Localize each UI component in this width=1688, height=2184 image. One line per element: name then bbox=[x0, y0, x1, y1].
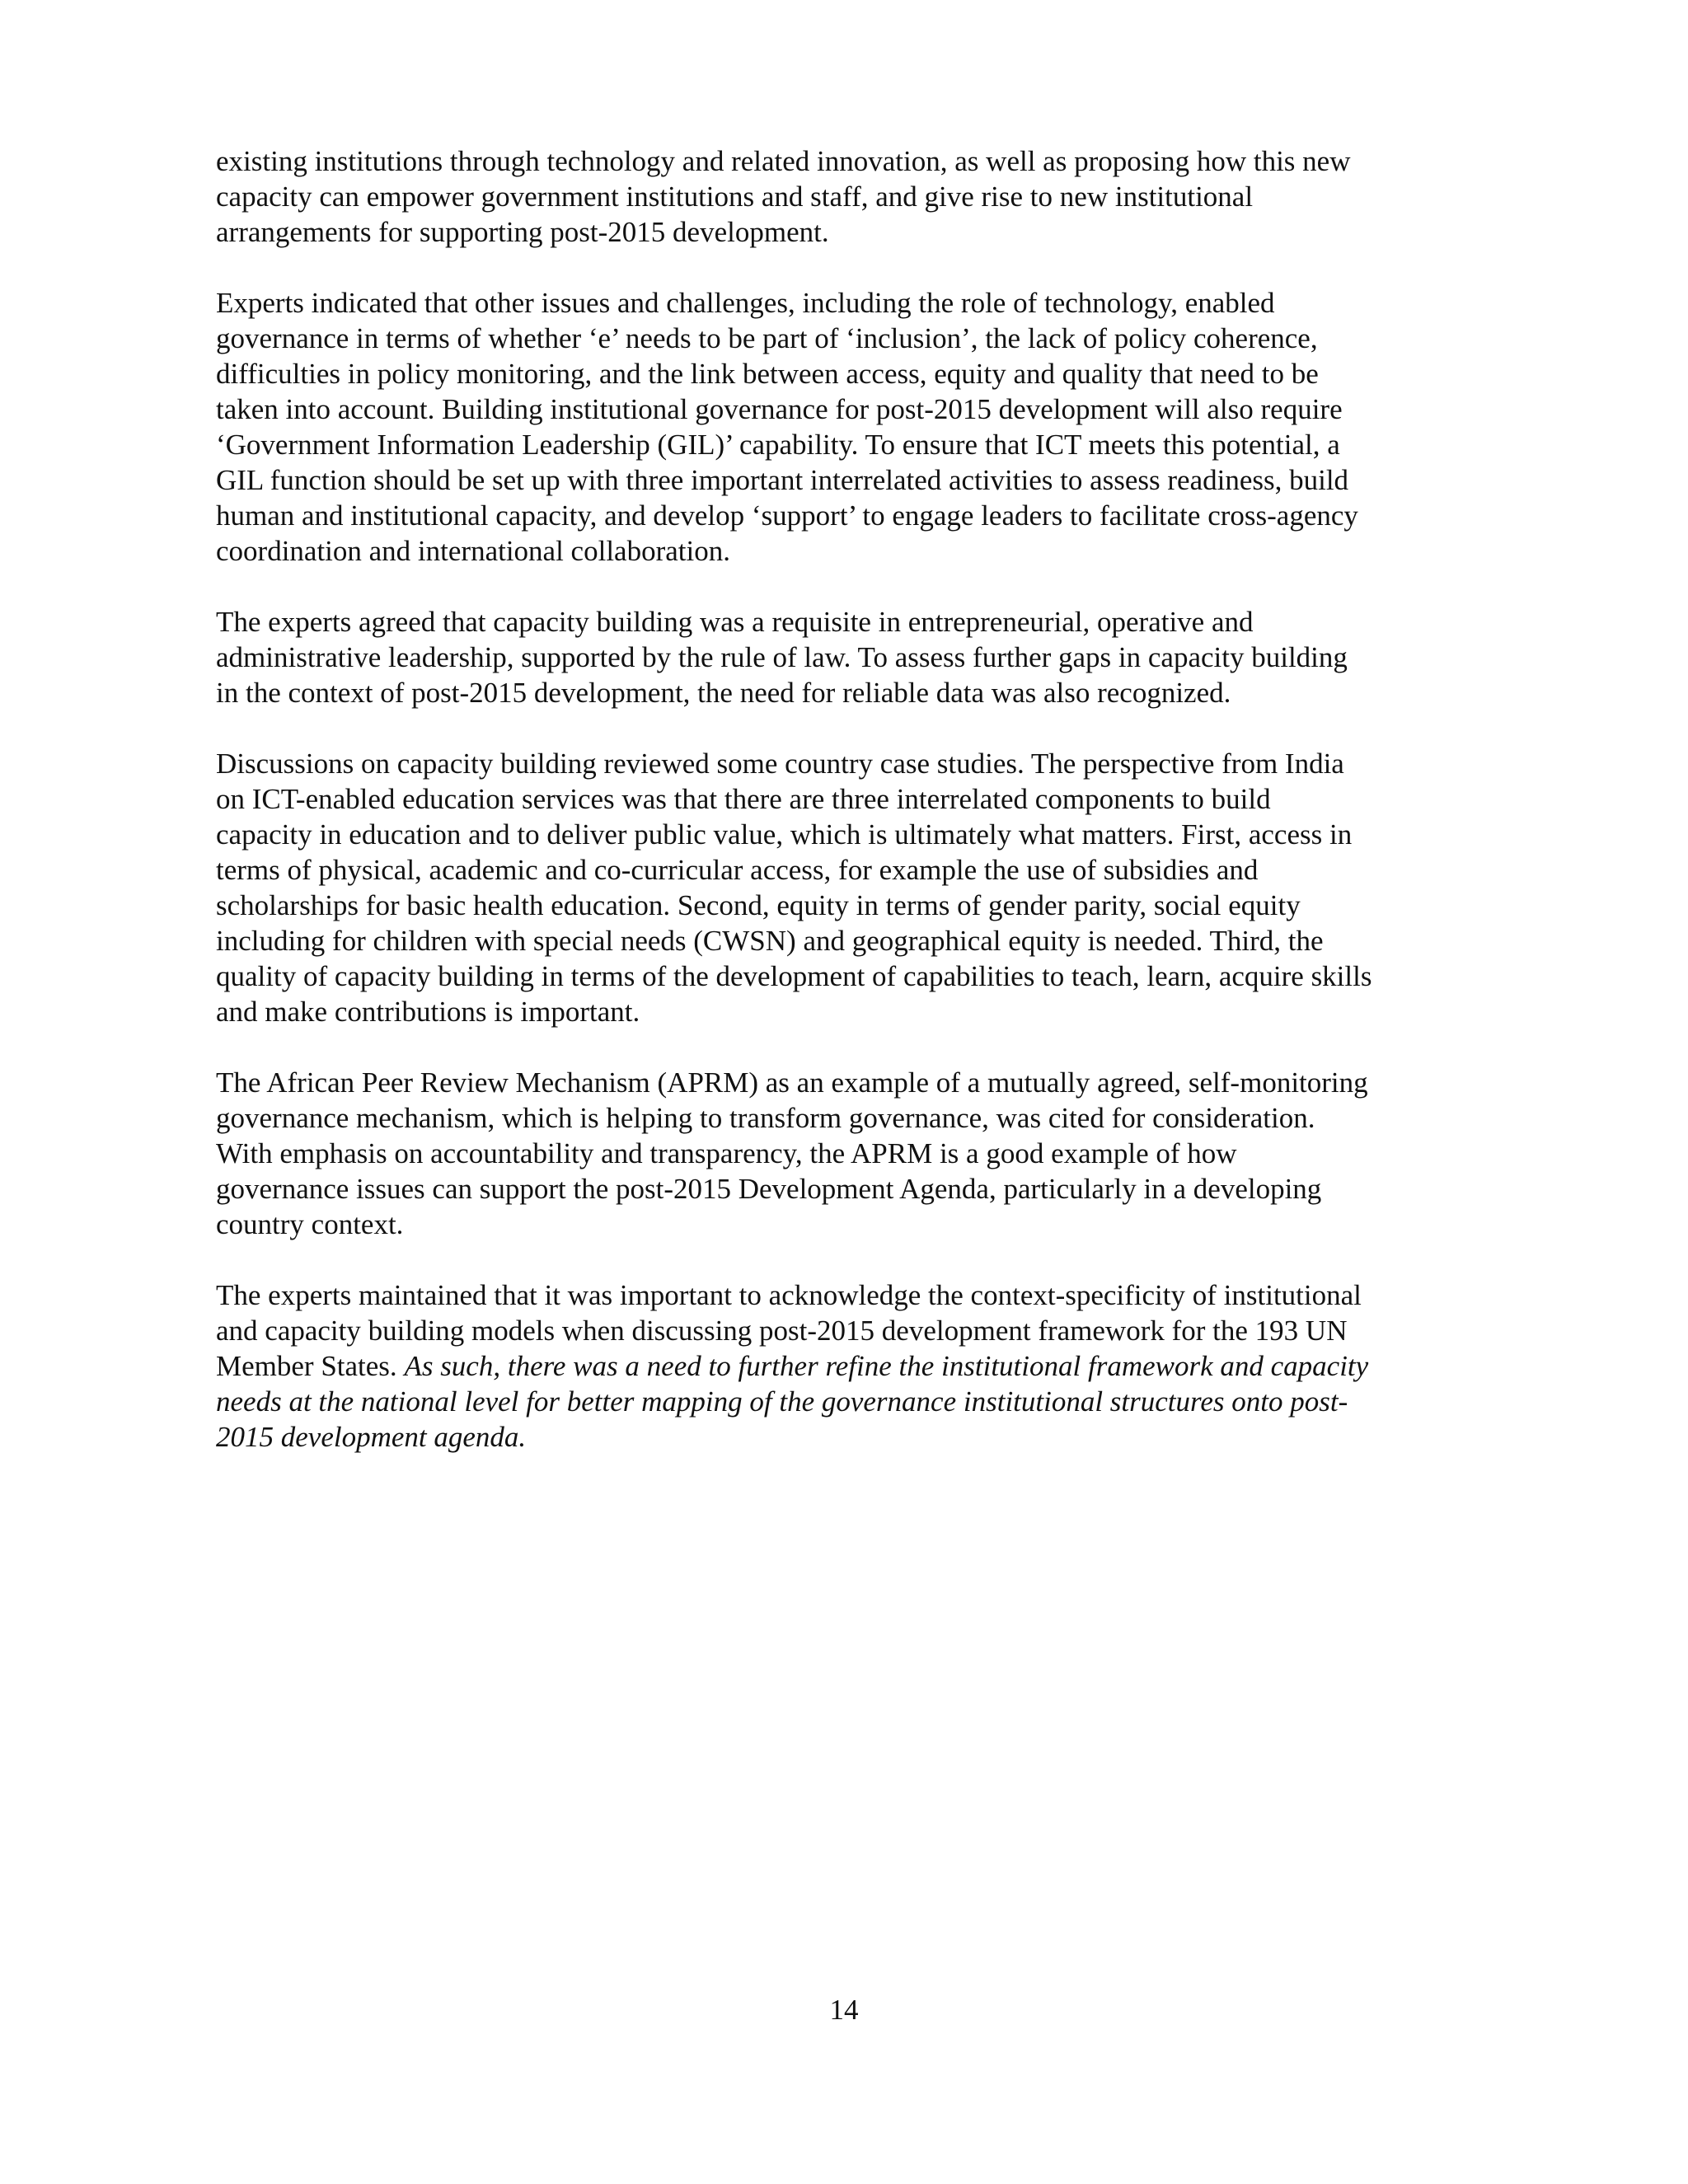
text-line: arrangements for supporting post-2015 development. bbox=[216, 216, 829, 248]
text-line: taken into account. Building institutional governance for post-2015 development will also require bbox=[216, 393, 1343, 425]
text-line: administrative leadership, supported by the rule of law. To assess further gaps in capacity building bbox=[216, 641, 1348, 673]
text-line: quality of capacity building in terms of the development of capabilities to teach, learn, acquire skills bbox=[216, 960, 1372, 992]
text-line: Experts indicated that other issues and challenges, including the role of technology, enabled bbox=[216, 287, 1275, 319]
text-line: including for children with special needs (CWSN) and geographical equity is needed. Third, the bbox=[216, 925, 1324, 957]
text-line: human and institutional capacity, and develop ‘support’ to engage leaders to facilitate cross-agency bbox=[216, 499, 1358, 532]
paragraph-3 bbox=[216, 604, 1489, 710]
text-line: governance mechanism, which is helping to transform governance, was cited for consideration. bbox=[216, 1102, 1315, 1134]
text-line: terms of physical, academic and co-curricular access, for example the use of subsidies and bbox=[216, 854, 1259, 886]
text-line: governance issues can support the post-2015 Development Agenda, particularly in a developing bbox=[216, 1173, 1322, 1205]
mixed-text-line bbox=[216, 1348, 1489, 1384]
body-text bbox=[216, 143, 1489, 1490]
text-line: governance in terms of whether ‘e’ needs to be part of ‘inclusion’, the lack of policy coherence, bbox=[216, 322, 1318, 354]
text-line: With emphasis on accountability and transparency, the APRM is a good example of how bbox=[216, 1137, 1237, 1169]
text-line: existing institutions through technology and related innovation, as well as proposing how this new bbox=[216, 145, 1351, 177]
text-line: country context. bbox=[216, 1208, 404, 1240]
italic-text-line: 2015 development agenda. bbox=[216, 1421, 527, 1453]
text-line: The African Peer Review Mechanism (APRM) as an example of a mutually agreed, self-monitoring bbox=[216, 1066, 1368, 1099]
text-line: difficulties in policy monitoring, and the link between access, equity and quality that need to be bbox=[216, 358, 1319, 390]
paragraph-6 bbox=[216, 1277, 1489, 1455]
paragraph-2 bbox=[216, 285, 1489, 569]
page-number: 14 bbox=[829, 1994, 859, 2026]
text-line: The experts maintained that it was important to acknowledge the context-specificity of institutional bbox=[216, 1279, 1362, 1311]
text-line: in the context of post-2015 development, the need for reliable data was also recognized. bbox=[216, 677, 1231, 709]
paragraph-1 bbox=[216, 143, 1489, 250]
text-line: on ICT-enabled education services was that there are three interrelated components to build bbox=[216, 783, 1271, 815]
text-line: GIL function should be set up with three important interrelated activities to assess readiness, build bbox=[216, 464, 1349, 496]
text-line: and make contributions is important. bbox=[216, 996, 640, 1028]
text-line: Discussions on capacity building reviewed some country case studies. The perspective from India bbox=[216, 748, 1344, 780]
text-line: coordination and international collaboration. bbox=[216, 535, 730, 567]
text-line: The experts agreed that capacity building was a requisite in entrepreneurial, operative and bbox=[216, 606, 1254, 638]
paragraph-4 bbox=[216, 746, 1489, 1029]
italic-text-run: As such, there was a need to further refine the institutional framework and capacity bbox=[404, 1350, 1369, 1382]
italic-text-line: needs at the national level for better mapping of the governance institutional structures onto post- bbox=[216, 1385, 1348, 1418]
text-run: Member States. bbox=[216, 1350, 405, 1382]
text-line: scholarships for basic health education. Second, equity in terms of gender parity, social equity bbox=[216, 889, 1301, 921]
text-line: and capacity building models when discussing post-2015 development framework for the 193 UN bbox=[216, 1315, 1348, 1347]
text-line: capacity can empower government institutions and staff, and give rise to new institutional bbox=[216, 180, 1254, 213]
text-line: ‘Government Information Leadership (GIL)’ capability. To ensure that ICT meets this potential, a bbox=[216, 429, 1340, 461]
text-line: capacity in education and to deliver public value, which is ultimately what matters. First, access in bbox=[216, 818, 1353, 851]
paragraph-5 bbox=[216, 1065, 1489, 1242]
